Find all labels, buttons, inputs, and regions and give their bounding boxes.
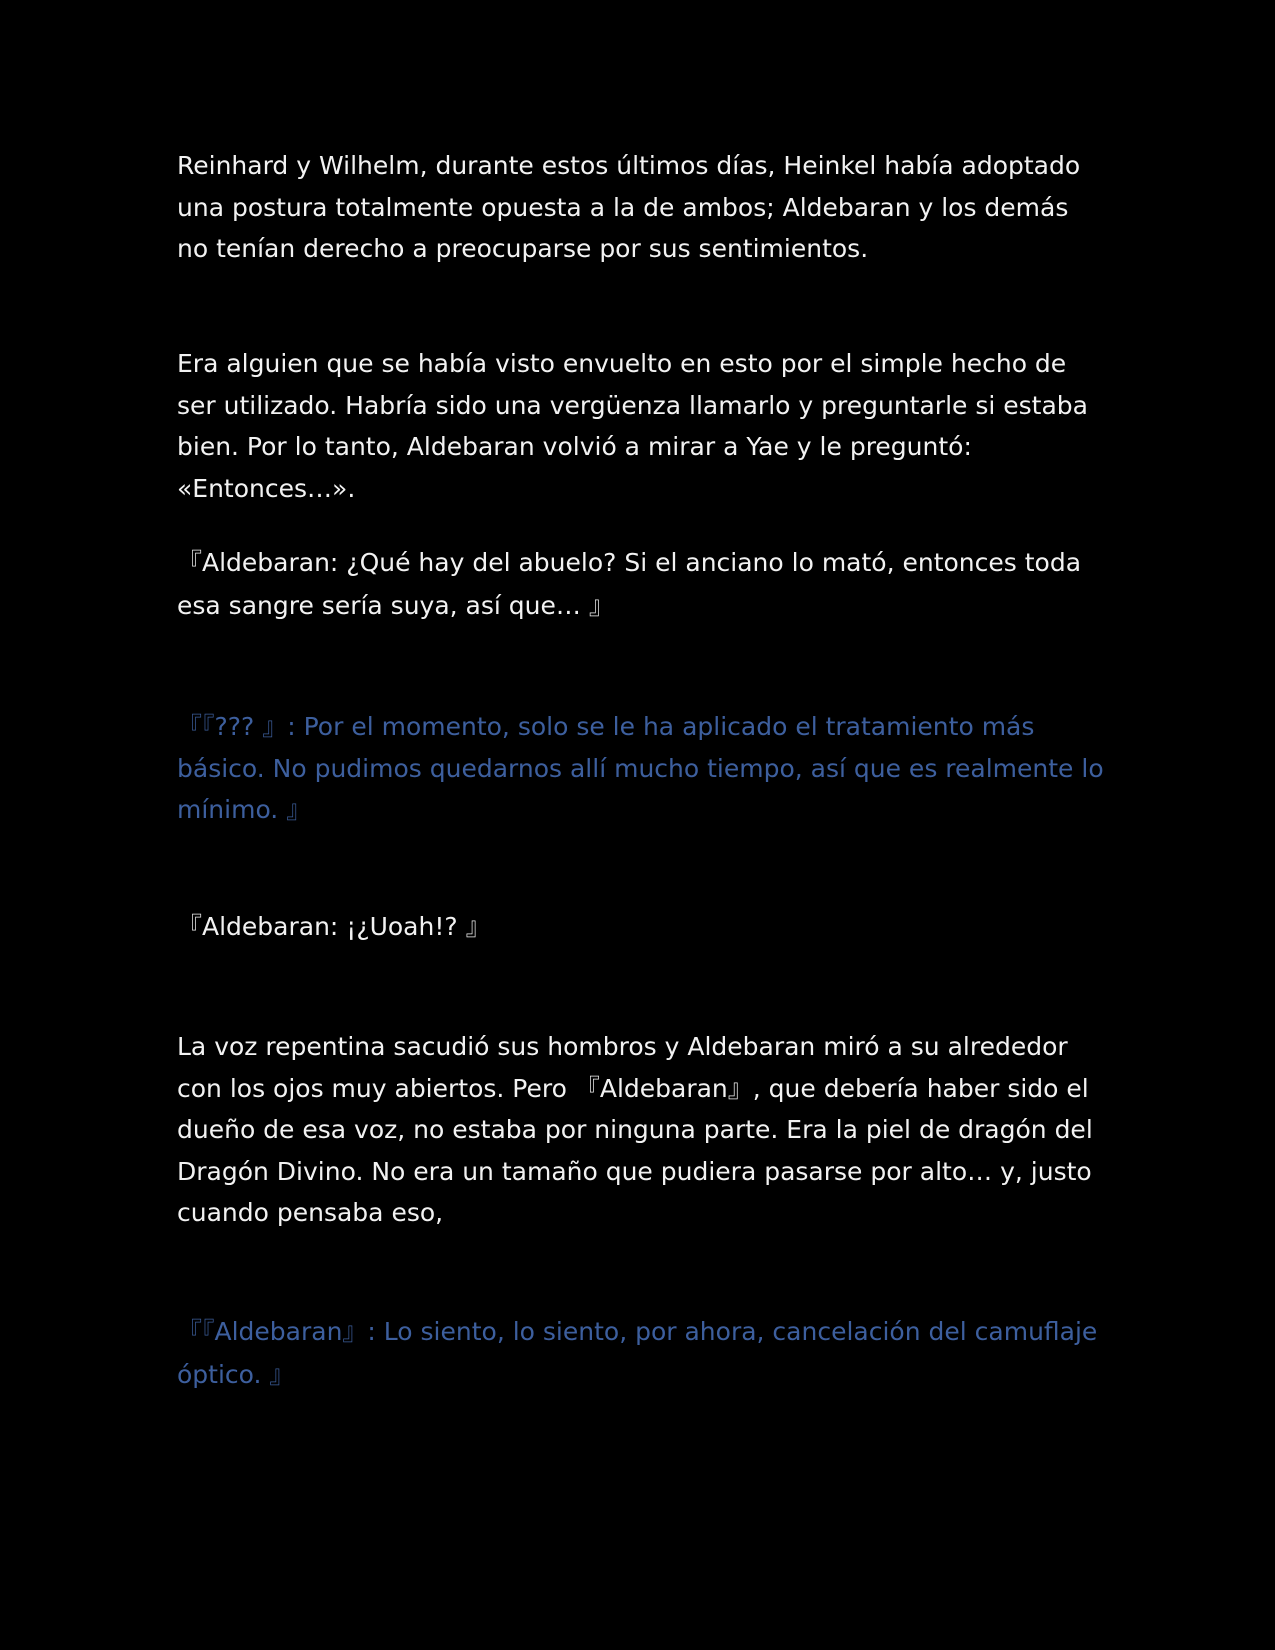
narration-paragraph: Reinhard y Wilhelm, durante estos últimos días, Heinkel había adoptado una postura totalmente opuesta a la de ambos; Aldebaran y los demás no tenían derecho a preocuparse por sus sentimientos. (177, 151, 1081, 263)
voice-dialogue-line: 『『??? 』: Por el momento, solo se le ha aplicado el tratamiento más básico. No pudimos quedarnos allí mucho tiempo, así que es realmente lo mínimo. 』 (177, 712, 1104, 824)
dialogue-line: 『Aldebaran: ¡¿Uoah!? 』 (177, 912, 491, 941)
dialogue-line: 『Aldebaran: ¿Qué hay del abuelo? Si el anciano lo mató, entonces toda esa sangre sería suya, así que… 』 (177, 548, 1082, 620)
narration-paragraph: Era alguien que se había visto envuelto en esto por el simple hecho de ser utilizado. Habría sido una vergüenza llamarlo y preguntarle si estaba bien. Por lo tanto, Aldebaran volvió a mirar a Yae y le preguntó: «Entonces…». (177, 349, 1088, 503)
voice-dialogue-line: 『『Aldebaran』: Lo siento, lo siento, por ahora, cancelación del camuflaje óptico. 』 (177, 1317, 1098, 1389)
narration-paragraph: La voz repentina sacudió sus hombros y Aldebaran miró a su alrededor con los ojos muy abiertos. Pero 『Aldebaran』, que debería haber sido el dueño de esa voz, no estaba por ninguna parte. Era la piel de dragón del Dragón Divino. No era un tamaño que pudiera pasarse por alto… y, justo cuando pensaba eso, (177, 1032, 1093, 1227)
